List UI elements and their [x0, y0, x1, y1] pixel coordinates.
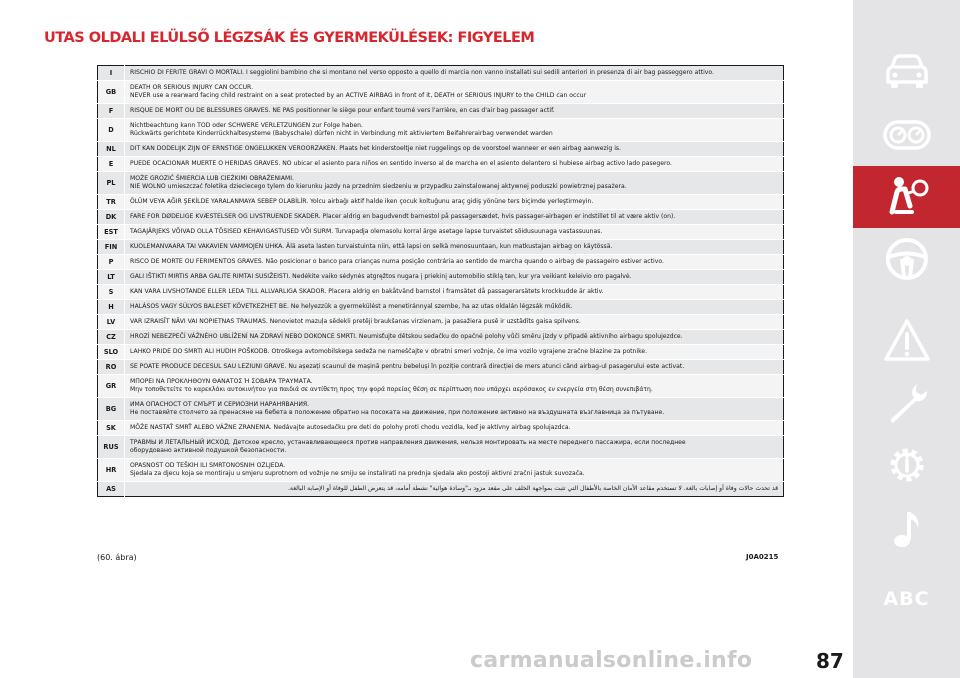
table-row: [98, 119, 784, 142]
language-code: GR: [98, 375, 125, 398]
table-row: [98, 482, 784, 497]
warning-text: [125, 81, 784, 104]
language-code: TR: [98, 195, 125, 210]
warning-line: RISCO DE MORTE OU FERIMENTOS GRAVES. Não posicionar o banco para crianças numa posição contrária ao sentido de marcha quando o airbag de passageiro estiver activo.: [130, 258, 664, 266]
warning-line: MÔŽE NASTAŤ SMRŤ ALEBO VÁŽNE ZRANENIA. Nedávajte autosedačku pre deti do polohy proti chodu vozidla, keď je aktívny airbag spolujazdca.: [130, 424, 571, 432]
warning-line: Nichtbeachtung kann TOD oder SCHWERE VERLETZUNGEN zur Folge haben.: [130, 122, 363, 130]
chapter-sidebar: [853, 0, 960, 678]
warning-text: [125, 285, 784, 300]
warning-line: Не поставяйте столчето за пренасяне на бебета в положение обратно на посоката на движение, при положение активно на въздушната възглавница за пътуване.: [130, 409, 665, 416]
table-row: [98, 300, 784, 315]
warning-line: PUEDE OCACIONAR MUERTE O HERIDAS GRAVES. NO ubicar el asiento para niños en sentido inverso al de marcha en el asiento delantero si hubiese airbag activo lado pasegero.: [130, 160, 672, 168]
warning-triangle-icon: [882, 316, 932, 366]
warning-line: OPASNOST OD TEŠKIH ILI SMRTONOSNIH OZLJEDA.: [130, 462, 286, 470]
table-row: [98, 172, 784, 195]
page-number: 87: [816, 649, 844, 673]
table-row: [98, 240, 784, 255]
warning-text: [125, 300, 784, 315]
sidebar-item-instruments[interactable]: [853, 104, 960, 166]
language-code: I: [98, 66, 125, 81]
table-row: [98, 421, 784, 436]
language-code: LT: [98, 270, 125, 285]
warning-line: DIT KAN DODELIJK ZIJN OF ERNSTIGE ONGELUKKEN VEROORZAKEN. Plaats het kinderstoeltje niet ruggelings op de voorstoel wanneer er een airbag aanwezig is.: [130, 145, 622, 153]
sidebar-item-emergency[interactable]: [853, 310, 960, 372]
warning-text: [125, 360, 784, 375]
warning-text: [125, 225, 784, 240]
warning-line: MOŻE GROZIĆ ŚMIERCIA LUB CIEŻKIMI OBRAŻENIAMI.: [130, 175, 294, 183]
warning-line: DEATH OR SERIOUS INJURY CAN OCCUR.: [130, 84, 254, 92]
table-row: [98, 81, 784, 104]
table-row: [98, 375, 784, 398]
language-code: BG: [98, 398, 125, 421]
warning-text: [125, 436, 784, 459]
warning-text: [125, 459, 784, 482]
warning-line: KAN VARA LIVSHOTANDE ELLER LEDA TILL ALLVARLIGA SKADOR. Placera aldrig en bakåtvänd barnstol i framsätet då passagerarsätets krockkudde är aktiv.: [130, 288, 604, 296]
warning-line: Μην τοποθετείτε το καρεκλάκι αυτοκινήτου για παιδιά σε αντίθετη προς την φορά πορείας θέση σε περίπτωση που υπάρχει αερόσακος εν ενεργεία στη θέση συνεπιβάτη.: [130, 386, 653, 393]
table-row: [98, 142, 784, 157]
airbag-warning-table: [97, 65, 784, 497]
table-row: [98, 398, 784, 421]
warning-line: LAHKO PRIDE DO SMRTI ALI HUDIH POŠKODB. Otroškega avtomobilskega sedeža ne nameščajte v obratni smeri vožnje, če ima vozilo vgrajene zračne blazine za potnike.: [130, 348, 648, 356]
table-row: [98, 459, 784, 482]
table-row: [98, 345, 784, 360]
warning-line: RISCHIO DI FERITE GRAVI O MORTALI. I seggiolini bambino che si montano nel verso opposto a quello di marcia non vanno installati sui sedili anteriori in presenza di air bag passeggero attivo.: [130, 69, 714, 77]
warning-text: [125, 315, 784, 330]
table-row: [98, 436, 784, 459]
warning-text: [125, 240, 784, 255]
warning-text: [125, 421, 784, 436]
sidebar-item-maintenance[interactable]: [853, 372, 960, 434]
dashboard-gauges-icon: [882, 110, 932, 160]
table-row: [98, 104, 784, 119]
sidebar-item-multimedia[interactable]: [853, 498, 960, 560]
sidebar-item-technical-data[interactable]: [853, 434, 960, 496]
page-title: UTAS OLDALI ELÜLSŐ LÉGZSÁK ÉS GYERMEKÜLÉSEK: FIGYELEM: [44, 30, 535, 46]
language-code: HR: [98, 459, 125, 482]
table-row: [98, 285, 784, 300]
table-row: [98, 255, 784, 270]
language-code: DK: [98, 210, 125, 225]
warning-text: [125, 375, 784, 398]
warning-line: TAGAJÄRJEKS VÕIVAD OLLA TÕSISED KEHAVIGASTUSED VÕI SURM. Turvapadja olemasolu korral ärge asetage lapse turvaistet sõidusuunaga vastassuunas.: [130, 228, 603, 236]
table-row: [98, 330, 784, 345]
warning-line: قد تحدث حالات وفاة أو إصابات بالغة. لا تستخدم مقاعد الأمان الخاصة بالأطفال التي تثبت بمواجهة الخلف على مقعد مزود بـ"وسادة هوائية" نشطة أمامه، قد يتعرض الطفل للوفاة أو الإصابة البالغة.: [287, 485, 778, 493]
table-row: [98, 210, 784, 225]
language-code: RUS: [98, 436, 125, 459]
language-code: AS: [98, 482, 125, 497]
table-row: [98, 270, 784, 285]
warning-line: Rückwärts gerichtete Kinderrückhaltesysteme (Babyschale) dürfen nicht in Verbindung mit aktiviertem Beifahrerairbag verwendet warden: [130, 130, 553, 137]
language-code: CZ: [98, 330, 125, 345]
figure-caption: (60. ábra): [97, 553, 137, 562]
warning-text: [125, 210, 784, 225]
warning-line: HALÁSOS VAGY SÚLYOS BALESET KÖVETKEZHET BE. Ne helyezzük a gyermekülést a menetiránnyal szembe, ha az utas oldalán légzsák működik.: [130, 303, 573, 311]
warning-line: NEVER use a rearward facing child restraint on a seat protected by an ACTIVE AIRBAG in front of it, DEATH or SERIOUS INJURY to the CHILD can occur: [130, 92, 587, 99]
warning-text: [125, 104, 784, 119]
warning-line: HROZÍ NEBEZPEČÍ VÁŽNÉHO UBLÍŽENÍ NA ZDRAVÍ NEBO DOKONCE SMRTI. Neumisťujte dětskou sedačku do opačné polohy vůči směru jízdy v případě aktivního airbagu spolujezdce.: [130, 333, 683, 341]
language-code: E: [98, 157, 125, 172]
warning-line: KUOLEMANVAARA TAI VAKAVIEN VAMMOJEN UHKA. Älä aseta lasten turvaistuinta niin, että lapsi on selkä menosuuntaan, kun matkustajan airbag on käytössä.: [130, 243, 613, 251]
sidebar-item-car[interactable]: [853, 42, 960, 104]
warning-line: GALI IŠTIKTI MIRTIS ARBA GALITE RIMTAI SUSIŽEISTI. Nedėkite vaiko sėdynės atgręžtos nugara į priekinį automobilio stiklą ten, kur yra veikiant keleivio oro pagalvė.: [130, 273, 632, 281]
table-row: [98, 157, 784, 172]
warning-line: ТРАВМЫ И ЛЕТАЛЬНЫЙ ИСХОД. Детское кресло, устанавливающееся против направления движения, нельзя монтировать на месте переднего пассажира, если последнее: [130, 439, 686, 447]
warning-text: [125, 66, 784, 81]
language-code: D: [98, 119, 125, 142]
warning-line: ИМА ОПАСНОСТ ОТ СМЪРТ И СЕРИОЗНИ НАРАНЯВАНИЯ.: [130, 401, 310, 409]
language-code: P: [98, 255, 125, 270]
warning-line: NIE WOLNO umieszczać foletika dzieciecego tylem do kierunku jazdy na przednim siedzeniu w przypadku zainstalowanej aktywnej poduszki powietrznej pasażera.: [130, 183, 627, 190]
language-code: SLO: [98, 345, 125, 360]
language-code: RO: [98, 360, 125, 375]
warning-text: [125, 195, 784, 210]
image-code: J0A0215: [746, 553, 779, 561]
warning-text: [125, 172, 784, 195]
warning-text: [125, 482, 784, 497]
language-code: EST: [98, 225, 125, 240]
warning-line: FARE FOR DØDELIGE KVÆSTELSER OG LIVSTRUENDE SKADER. Placer aldrig en bagudvendt barnestol på passagersædet, hvis passager-airbagen er indstillet til at være aktiv (on).: [130, 213, 676, 221]
warning-text: [125, 398, 784, 421]
watermark: carmanualsonline.info: [470, 648, 753, 673]
abc-index-icon: ABC: [883, 588, 930, 610]
warning-text: [125, 255, 784, 270]
language-code: SK: [98, 421, 125, 436]
settings-gear-icon: [882, 440, 932, 490]
warning-text: [125, 119, 784, 142]
table-row: [98, 315, 784, 330]
car-icon: [882, 48, 932, 98]
language-code: S: [98, 285, 125, 300]
warning-text: [125, 270, 784, 285]
table-row: [98, 66, 784, 81]
warning-line: ΜΠΟΡΕΙ ΝΑ ΠΡΟΚΛΗΘΟΥΝ ΘΑΝΑΤΟΣ Ή ΣΟΒΑΡΑ ΤΡΑΥΜΑΤΑ.: [130, 378, 313, 386]
warning-line: RISQUE DE MORT OU DE BLESSURES GRAVES. NE PAS positionner le siège pour enfant tourné vers l'arrière, en cas d'air bag passager actif.: [130, 107, 555, 115]
warning-line: ÖLÜM VEYA AĞIR ŞEKİLDE YARALANMAYA SEBEP OLABİLİR. Yolcu airbağı aktif halde iken çocuk koltuğunu araç gidiş yönüne ters biçimde yerleştirmeyin.: [130, 198, 594, 206]
sidebar-item-index[interactable]: [853, 568, 960, 630]
language-code: NL: [98, 142, 125, 157]
language-code: GB: [98, 81, 125, 104]
table-row: [98, 225, 784, 240]
table-row: [98, 360, 784, 375]
warning-text: [125, 157, 784, 172]
steering-wheel-icon: [882, 234, 932, 284]
language-code: PL: [98, 172, 125, 195]
sidebar-item-starting[interactable]: [853, 228, 960, 290]
language-code: FIN: [98, 240, 125, 255]
music-note-icon: [882, 504, 932, 554]
language-code: H: [98, 300, 125, 315]
warning-line: SE POATE PRODUCE DECESUL SAU LEZIUNI GRAVE. Nu așezați scaunul de mașină pentru bebeluși în poziție contrară direcției de mers atunci când airbag-ul pasagerului este activat.: [130, 363, 685, 371]
seat-airbag-icon: [882, 172, 932, 222]
warning-line: оборудовано активной подушкой безопасности.: [130, 447, 287, 454]
language-code: F: [98, 104, 125, 119]
wrench-icon: [882, 378, 932, 428]
warning-text: [125, 345, 784, 360]
warning-text: [125, 330, 784, 345]
warning-line: VAR IZRAISĪT NĀVI VAI NOPIETNAS TRAUMAS. Nenovietot mazuļa sēdekli pretēji braukšanas virzienam, ja pasažiera pusē ir uzstādīts gaisa spilvens.: [130, 318, 581, 326]
warning-line: Sjedala za djecu koja se montiraju u smjeru suprotnom od vožnje ne smiju se instalirati na prednja sjedala ako postoji aktivni zračni jastuk suvozača.: [130, 470, 585, 477]
language-code: LV: [98, 315, 125, 330]
table-row: [98, 195, 784, 210]
warning-text: [125, 142, 784, 157]
sidebar-item-safety[interactable]: [853, 166, 960, 228]
